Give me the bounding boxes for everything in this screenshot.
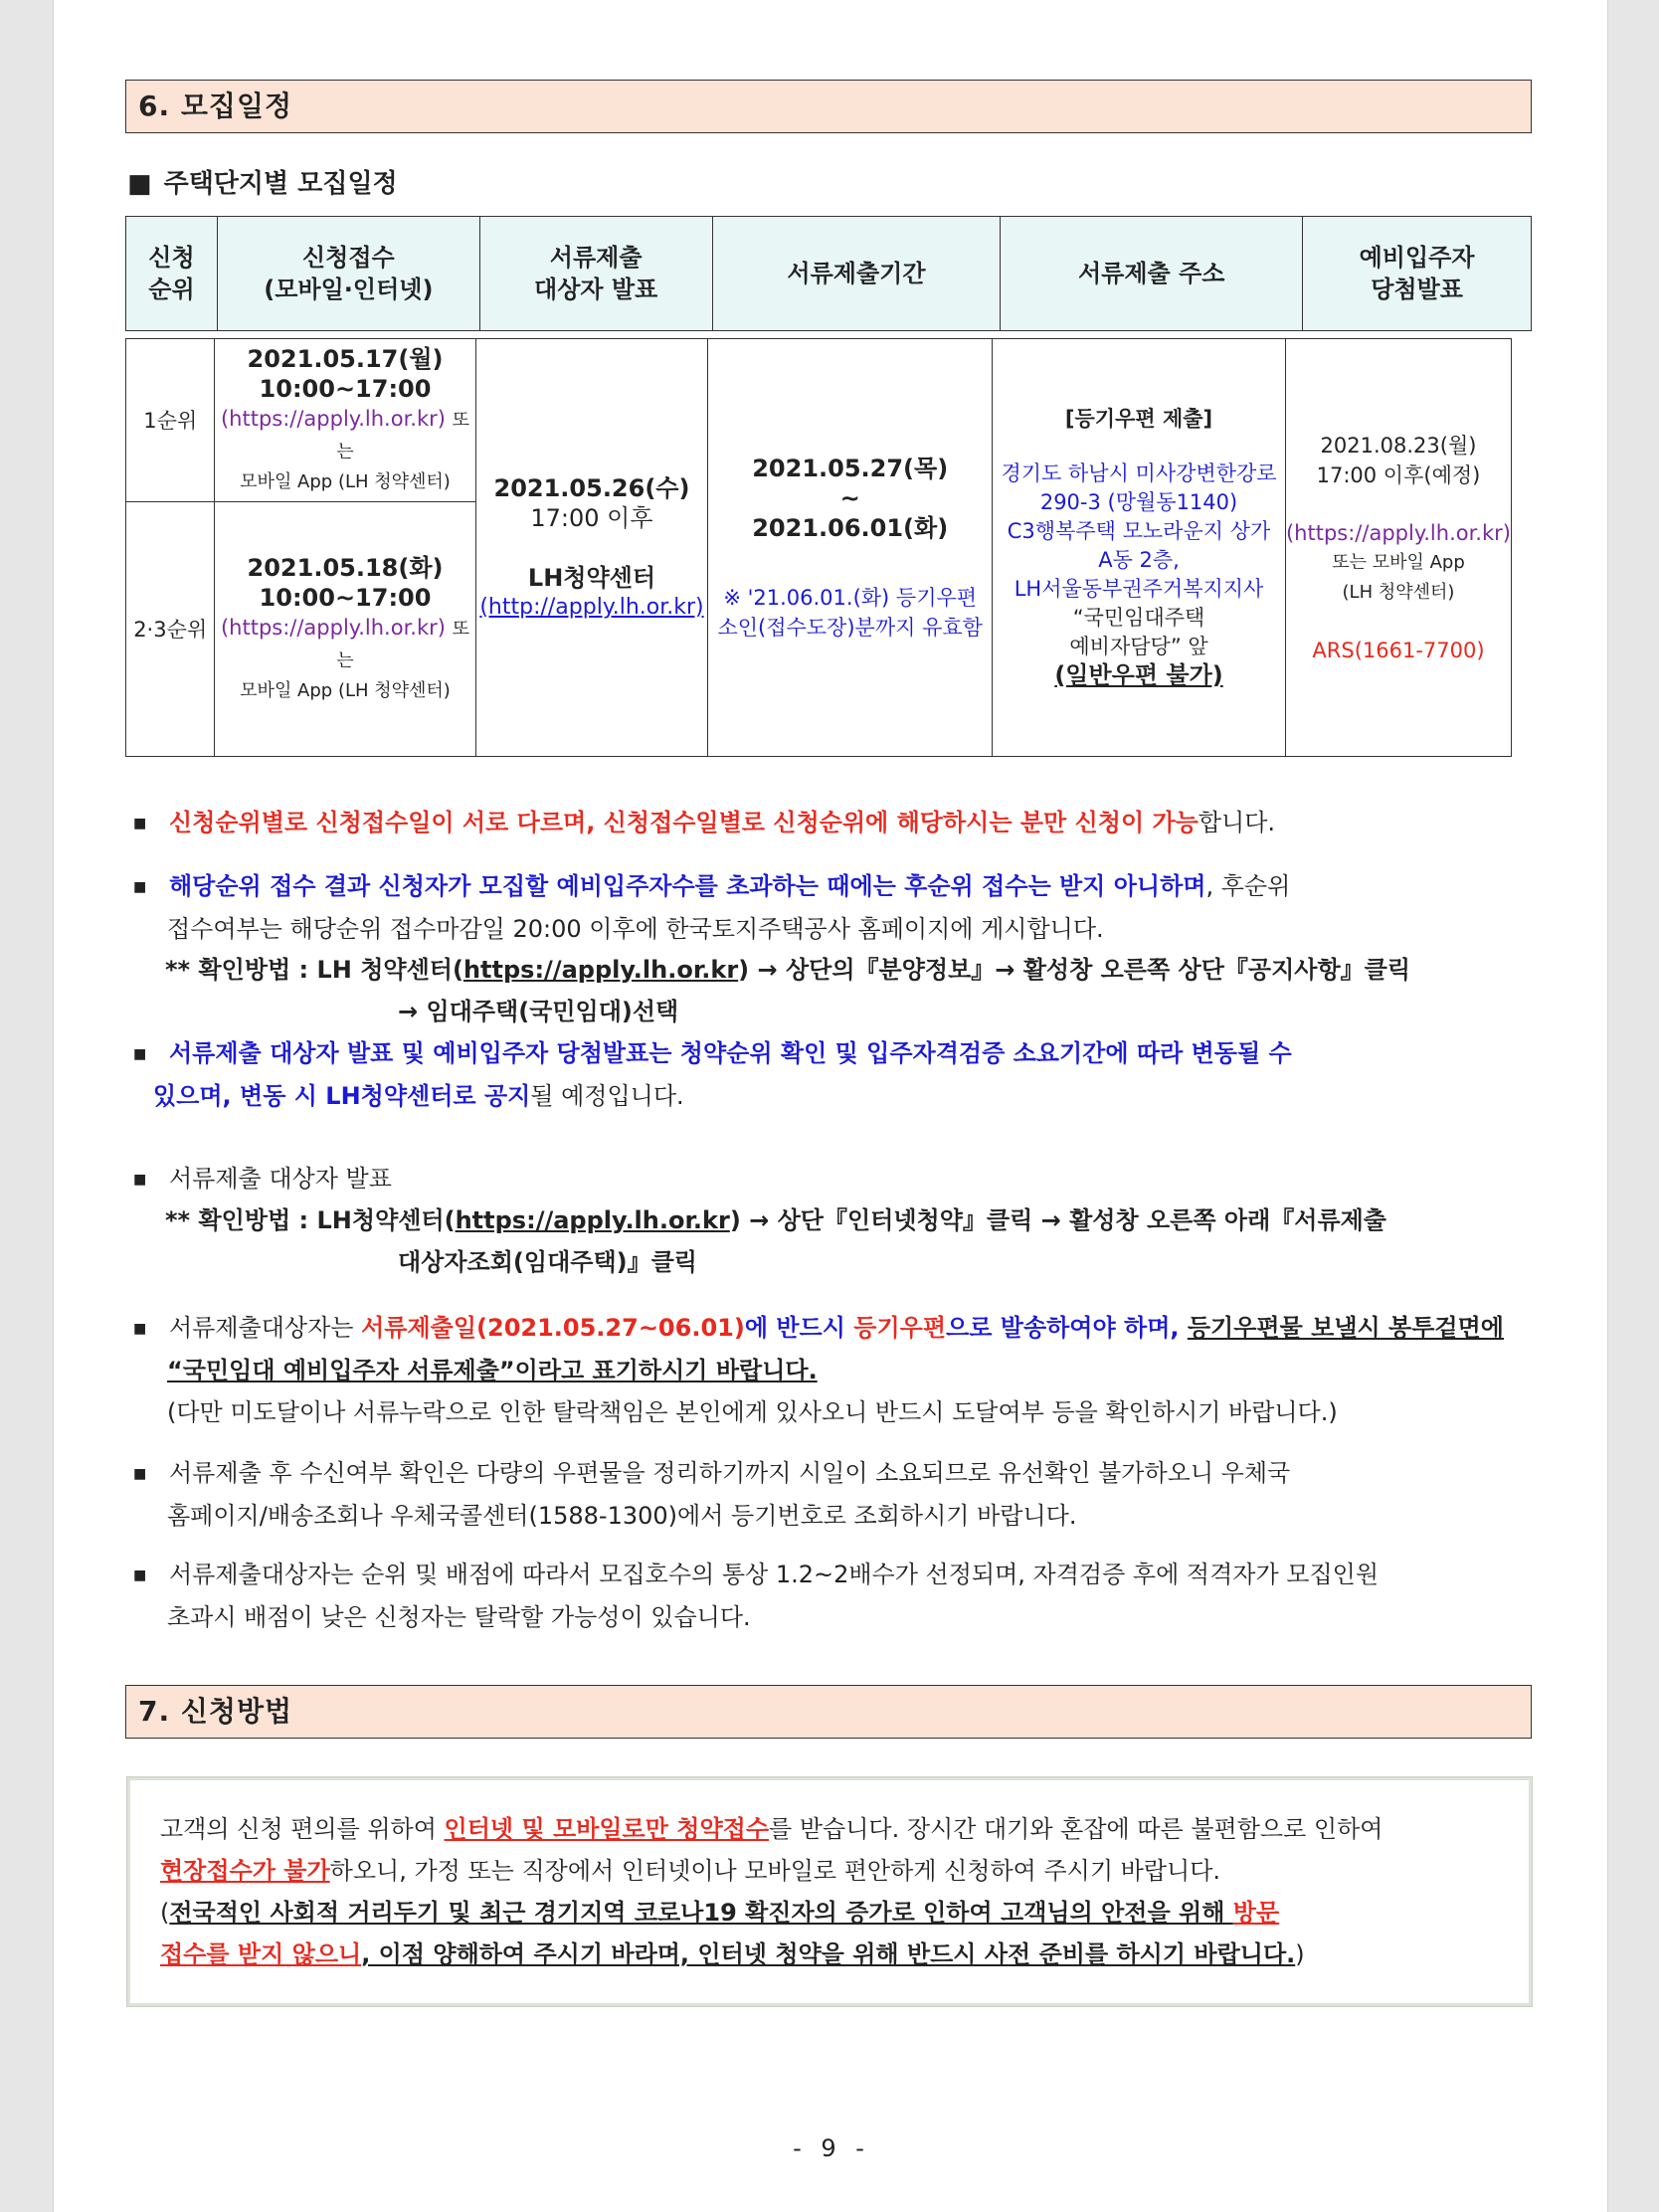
header-rank: 신청 순위 <box>126 217 218 331</box>
rank-1-link[interactable]: (https://apply.lh.or.kr) <box>220 406 446 431</box>
rank-1-label: 1순위 <box>126 339 215 502</box>
schedule-table-header <box>125 216 1532 331</box>
schedule-table-body <box>125 338 1512 757</box>
note-1-cont: → 임대주택(국민임대)선택 <box>398 998 679 1025</box>
bullet-icon: ■ <box>133 816 147 831</box>
bullet-icon: ■ <box>133 1172 147 1188</box>
bullet-1: ■ 신청순위별로 신청접수일이 서로 다르며, 신청접수일별로 신청순위에 해당하시는 분만 신청이 가능합니다. <box>133 802 1536 844</box>
header-application: 신청접수 (모바일·인터넷) <box>217 217 479 331</box>
header-doc-announce: 서류제출 대상자 발표 <box>479 217 712 331</box>
announce-link[interactable]: (http://apply.lh.or.kr) <box>479 594 704 620</box>
bullet-2: ■ 해당순위 접수 결과 신청자가 모집할 예비입주자수를 초과하는 때에는 후순위 접수는 받지 아니하며, 후순위 접수여부는 해당순위 접수마감일 20:00 이후에 한국토지주택공사 홈페이지에 게시합니다. <box>133 865 1536 950</box>
note-2-cont: 대상자조회(임대주택)』클릭 <box>398 1248 697 1276</box>
notice-line-3: (전국적인 사회적 거리두기 및 최근 경기지역 코로나19 확진자의 증가로 인하여 고객님의 안전을 위해 방문 <box>160 1899 1280 1927</box>
section-6-header <box>125 80 1532 133</box>
notice-line-2: 현장접수가 불가하오니, 가정 또는 직장에서 인터넷이나 모바일로 편안하게 신청하여 주시기 바랍니다. <box>160 1857 1221 1885</box>
subtitle-text: 주택단지별 모집일정 <box>163 169 398 199</box>
bullet-icon: ■ <box>133 879 147 895</box>
square-bullet-icon: ■ <box>127 169 152 199</box>
page-number: - 9 - <box>793 2134 870 2162</box>
rank-23-link[interactable]: (https://apply.lh.or.kr) <box>220 615 446 640</box>
bullet-icon: ■ <box>133 1046 147 1062</box>
bullet-6: ■ 서류제출 후 수신여부 확인은 다량의 우편물을 정리하기까지 시일이 소요되므로 유선확인 불가하오니 우체국 홈페이지/배송조회나 우체국콜센터(1588-1300)에서 등기번호로 조회하시기 바랍니다. <box>133 1452 1536 1537</box>
winner-cell: 2021.08.23(월) 17:00 이후(예정) (https://apply.lh.or.kr) 또는 모바일 App (LH 청약센터) ARS(1661-7700) <box>1285 339 1511 757</box>
rank-23-application: 2021.05.18(화) 10:00~17:00 (https://apply.lh.or.kr) 또는 모바일 App (LH 청약센터) <box>215 502 475 757</box>
header-doc-address: 서류제출 주소 <box>1001 217 1303 331</box>
winner-link[interactable]: (https://apply.lh.or.kr) <box>1285 520 1511 545</box>
rank-1-application: 2021.05.17(월) 10:00~17:00 (https://apply.lh.or.kr) 또는 모바일 App (LH 청약센터) <box>215 339 475 502</box>
bullet-4: ■ 서류제출 대상자 발표 <box>133 1158 1536 1200</box>
doc-period-cell: 2021.05.27(목) ~ 2021.06.01(화) ※ '21.06.01.(화) 등기우편 소인(접수도장)분까지 유효함 <box>708 339 993 757</box>
section-7-title: 7. 신청방법 <box>138 1695 293 1728</box>
bullet-3: ■ 서류제출 대상자 발표 및 예비입주자 당첨발표는 청약순위 확인 및 입주자격검증 소요기간에 따라 변동될 수 있으며, 변동 시 LH청약센터로 공지될 예정입니다. <box>133 1032 1536 1117</box>
section-6-title: 6. 모집일정 <box>138 90 293 122</box>
header-doc-period: 서류제출기간 <box>712 217 1001 331</box>
note-1: ** 확인방법 : LH 청약센터(https://apply.lh.or.kr) → 상단의『분양정보』→ 활성창 오른쪽 상단『공지사항』클릭 <box>165 956 1410 984</box>
doc-address-cell: [등기우편 제출] 경기도 하남시 미사강변한강로 290-3 (망월동1140) C3행복주택 모노라운지 상가 A동 2층, LH서울동부권주거복지지사 “국민임대주택 예비자담당” 앞 (일반우편 불가) <box>993 339 1286 757</box>
note-2-link[interactable]: https://apply.lh.or.kr <box>455 1206 730 1234</box>
rank-23-label: 2·3순위 <box>126 502 215 757</box>
bullet-icon: ■ <box>133 1321 147 1337</box>
notice-line-4: 접수를 받지 않으니, 이점 양해하여 주시기 바라며, 인터넷 청약을 위해 반드시 사전 준비를 하시기 바랍니다.) <box>160 1940 1305 1968</box>
bullet-7: ■ 서류제출대상자는 순위 및 배점에 따라서 모집호수의 통상 1.2~2배수가 선정되며, 자격검증 후에 적격자가 모집인원 초과시 배점이 낮은 신청자는 탈락할 가능성이 있습니다. <box>133 1554 1536 1638</box>
section-7-header <box>125 1685 1532 1739</box>
note-1-link[interactable]: https://apply.lh.or.kr <box>462 956 739 984</box>
notice-line-1: 고객의 신청 편의를 위하여 인터넷 및 모바일로만 청약접수를 받습니다. 장시간 대기와 혼잡에 따른 불편함으로 인하여 <box>160 1815 1383 1843</box>
header-winner: 예비입주자 당첨발표 <box>1303 217 1532 331</box>
subtitle <box>127 163 398 200</box>
notice-box <box>127 1777 1532 2006</box>
note-2: ** 확인방법 : LH청약센터(https://apply.lh.or.kr) → 상단『인터넷청약』클릭 → 활성창 오른쪽 아래『서류제출 <box>165 1206 1386 1234</box>
bullet-5: ■ 서류제출대상자는 서류제출일(2021.05.27~06.01)에 반드시 등기우편으로 발송하여야 하며, 등기우편물 보낼시 봉투겉면에 “국민임대 예비입주자 서류제출”이라고 표기하시기 바랍니다. (다만 미도달이나 서류누락으로 인한 탈락책임은 본인에게 있사오니 반드시 도달여부 등을 확인하시기 바랍니다.) <box>133 1307 1536 1433</box>
doc-announce-cell: 2021.05.26(수) 17:00 이후 LH청약센터 (http://apply.lh.or.kr) <box>475 339 708 757</box>
bullet-icon: ■ <box>133 1567 147 1583</box>
bullet-icon: ■ <box>133 1466 147 1482</box>
document-page <box>53 0 1608 2212</box>
